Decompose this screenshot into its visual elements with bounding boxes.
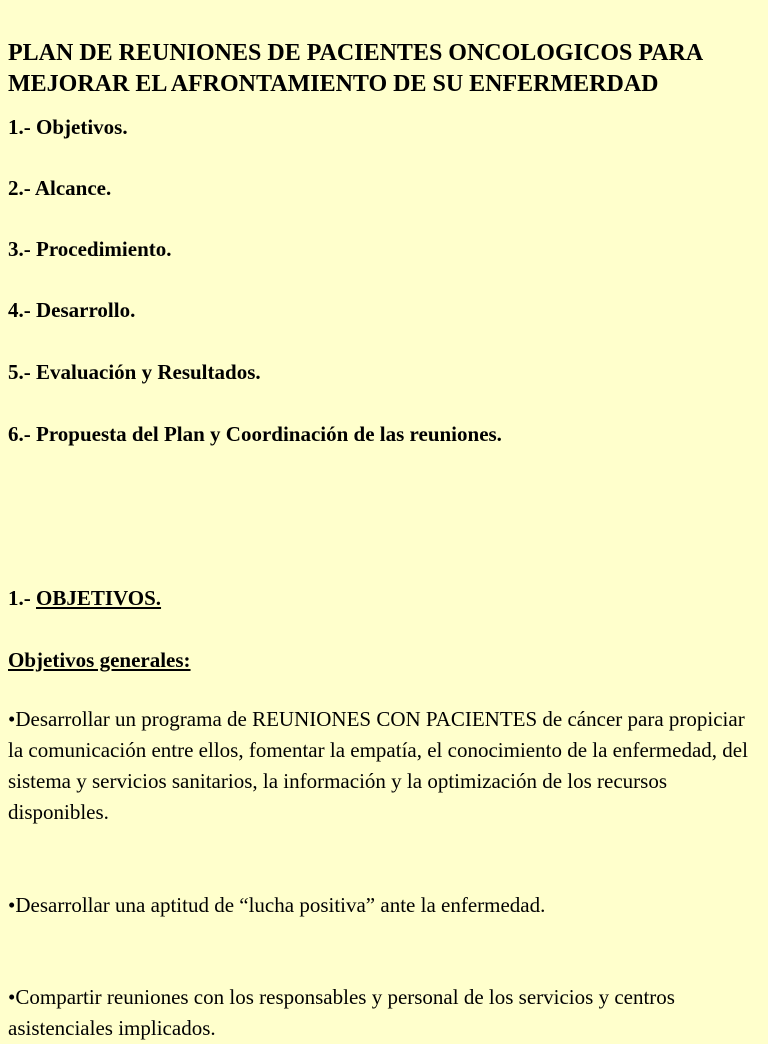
bullet-item-compartir-reuniones: •Compartir reuniones con los responsables y personal de los servicios y centros asistenciales implicados. [8, 985, 675, 1040]
toc-item-procedimiento: 3.- Procedimiento. [8, 237, 172, 261]
toc-item-desarrollo: 4.- Desarrollo. [8, 298, 136, 322]
toc-item-propuesta: 6.- Propuesta del Plan y Coordinación de las reuniones. [8, 422, 502, 446]
toc-item-evaluacion: 5.- Evaluación y Resultados. [8, 360, 261, 384]
subheading-objetivos-generales: Objetivos generales: [8, 648, 191, 672]
bullet-item-programa: •Desarrollar un programa de REUNIONES CON PACIENTES de cáncer para propiciar la comunicación entre ellos, fomentar la empatía, el conocimiento de la enfermedad, del sistema y servicios sanitarios, la información y la optimización de los recursos disponibles. [8, 707, 748, 824]
toc-item-objetivos: 1.- Objetivos. [8, 115, 128, 139]
section-title: OBJETIVOS. [36, 586, 162, 610]
section-heading-objetivos [8, 585, 161, 611]
document-title [8, 38, 703, 100]
title-line-2: MEJORAR EL AFRONTAMIENTO DE SU ENFERMERDAD [8, 71, 659, 97]
bullet-item-lucha-positiva: •Desarrollar una aptitud de “lucha positiva” ante la enfermedad. [8, 893, 546, 917]
section-number: 1.- [8, 586, 36, 610]
toc-item-alcance: 2.- Alcance. [8, 176, 112, 200]
title-line-1: PLAN DE REUNIONES DE PACIENTES ONCOLOGICOS PARA [8, 40, 704, 66]
